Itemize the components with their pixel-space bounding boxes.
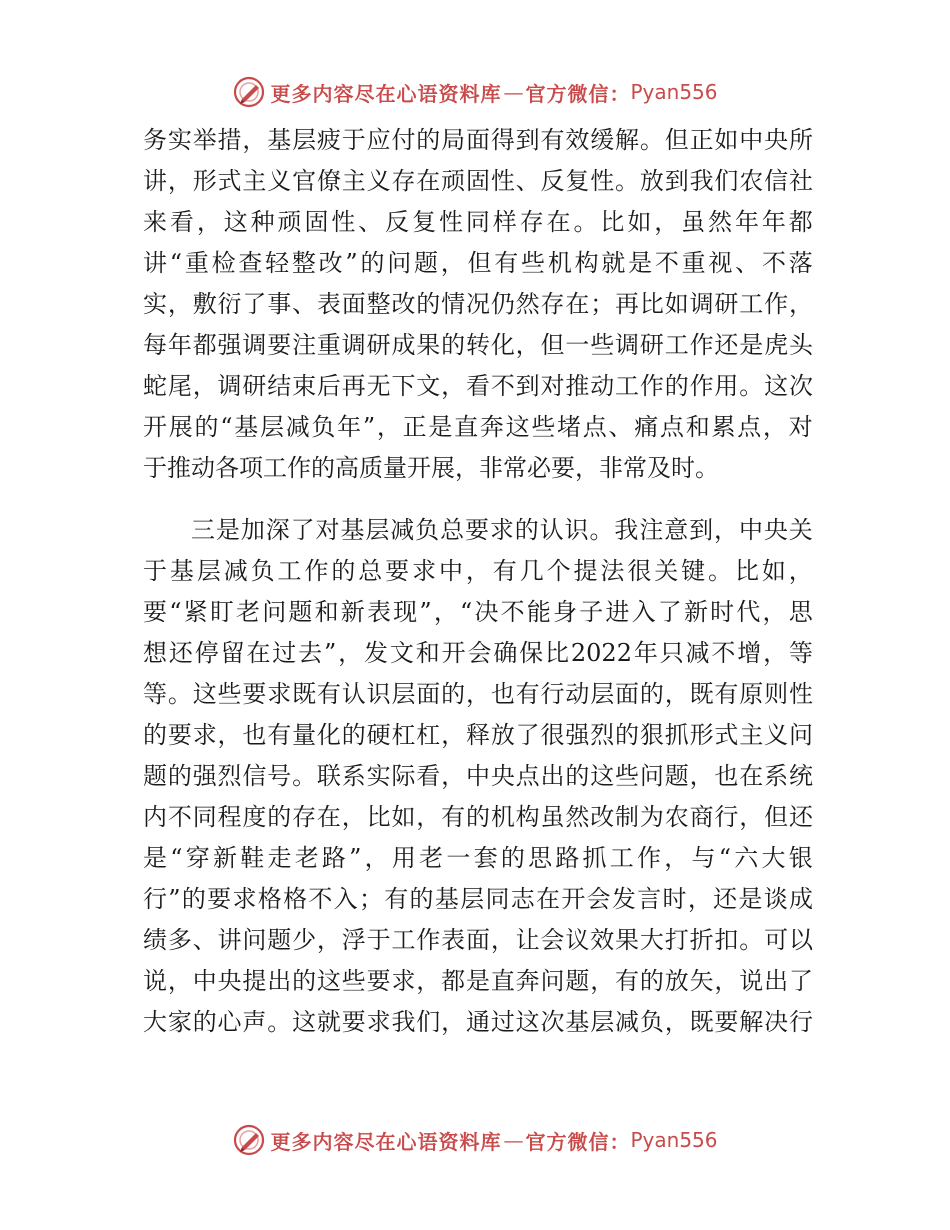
text-line: 实 ， 敷 衍 了 事 、 表 面 整 改 的 情 况 仍 然 存 在 ； 再 比 如 调 研 工 作 ， <box>143 290 813 318</box>
text-line: 于 基 层 减 负 工 作 的 总 要 求 中 ， 有 几 个 提 法 很 关 键 。 比 如 ， <box>143 557 813 585</box>
text-line: 要 “ 紧 盯 老 问 题 和 新 表 现 ” ， “ 决 不 能 身 子 进 入 了 新 时 代 ， 思 <box>143 598 813 626</box>
text-line: 开 展 的 “ 基 层 减 负 年 ” ， 正 是 直 奔 这 些 堵 点 、 痛 点 和 累 点 ， 对 <box>143 413 813 441</box>
text-line: 内 不 同 程 度 的 存 在 ， 比 如 ， 有 的 机 构 虽 然 改 制 为 农 商 行 ， 但 还 <box>143 803 813 831</box>
paragraph <box>143 120 813 489</box>
text-line: 务 实 举 措 ， 基 层 疲 于 应 付 的 局 面 得 到 有 效 缓 解 。 但 正 如 中 央 所 <box>143 126 813 154</box>
text-line: 每 年 都 强 调 要 注 重 调 研 成 果 的 转 化 ， 但 一 些 调 研 工 作 还 是 虎 头 <box>143 331 813 359</box>
watermark-separator: — <box>503 1128 524 1152</box>
text-line: 大 家 的 心 声 。 这 就 要 求 我 们 ， 通 过 这 次 基 层 减 负 ， 既 要 解 决 行 <box>143 1008 813 1036</box>
text-line: 想 还 停 留 在 过 去 ” ， 发 文 和 开 会 确 保 比 2022 年 只 减 不 增 ， 等 <box>143 639 813 667</box>
text-line: 三 是 加 深 了 对 基 层 减 负 总 要 求 的 认 识 。 我 注 意 到 ， 中 央 关 <box>191 516 813 544</box>
text-line: 于推动各项工作的高质量开展，非常必要，非常及时。 <box>143 454 719 482</box>
text-line: 讲 “ 重 检 查 轻 整 改 ” 的 问 题 ， 但 有 些 机 构 就 是 不 重 视 、 不 落 <box>143 249 813 277</box>
text-line: 绩 多 、 讲 问 题 少 ， 浮 于 工 作 表 面 ， 让 会 议 效 果 大 打 折 扣 。 可 以 <box>143 926 813 954</box>
text-line: 来 看 ， 这 种 顽 固 性 、 反 复 性 同 样 存 在 。 比 如 ， 虽 然 年 年 都 <box>143 208 813 236</box>
watermark-brand: 更多内容尽在心语资料库 <box>270 81 502 106</box>
text-line: 说 ， 中 央 提 出 的 这 些 要 求 ， 都 是 直 奔 问 题 ， 有 的 放 矢 ， 说 出 了 <box>143 967 813 995</box>
text-line: 蛇 尾 ， 调 研 结 束 后 再 无 下 文 ， 看 不 到 对 推 动 工 作 的 作 用 。 这 次 <box>143 372 813 400</box>
text-line: 是 “ 穿 新 鞋 走 老 路 ” ， 用 老 一 套 的 思 路 抓 工 作 ， 与 “ 六 大 银 <box>143 844 813 872</box>
paragraph-gap <box>143 489 813 510</box>
watermark-brand: 更多内容尽在心语资料库 <box>270 1129 502 1154</box>
brand-logo-icon <box>232 1123 266 1157</box>
text-line: 的 要 求 ， 也 有 量 化 的 硬 杠 杠 ， 释 放 了 很 强 烈 的 狠 抓 形 式 主 义 问 <box>143 721 813 749</box>
text-line: 讲 ， 形 式 主 义 官 僚 主 义 存 在 顽 固 性 、 反 复 性 。 放 到 我 们 农 信 社 <box>143 167 813 195</box>
watermark-contact-label: 官方微信： <box>525 81 631 106</box>
watermark-banner-top <box>0 72 950 112</box>
document-body <box>143 120 813 1043</box>
brand-logo-icon <box>232 75 266 109</box>
watermark-separator: — <box>503 80 524 104</box>
watermark-contact-label: 官方微信： <box>525 1129 631 1154</box>
watermark-banner-bottom <box>0 1120 950 1160</box>
text-line: 题 的 强 烈 信 号 。 联 系 实 际 看 ， 中 央 点 出 的 这 些 问 题 ， 也 在 系 统 <box>143 762 813 790</box>
text-line: 等 。 这 些 要 求 既 有 认 识 层 面 的 ， 也 有 行 动 层 面 的 ， 既 有 原 则 性 <box>143 680 813 708</box>
watermark-wechat-id: Pyan556 <box>630 80 718 104</box>
text-line: 行 ” 的 要 求 格 格 不 入 ； 有 的 基 层 同 志 在 开 会 发 言 时 ， 还 是 谈 成 <box>143 885 813 913</box>
watermark-wechat-id: Pyan556 <box>630 1128 718 1152</box>
paragraph <box>143 510 813 1043</box>
